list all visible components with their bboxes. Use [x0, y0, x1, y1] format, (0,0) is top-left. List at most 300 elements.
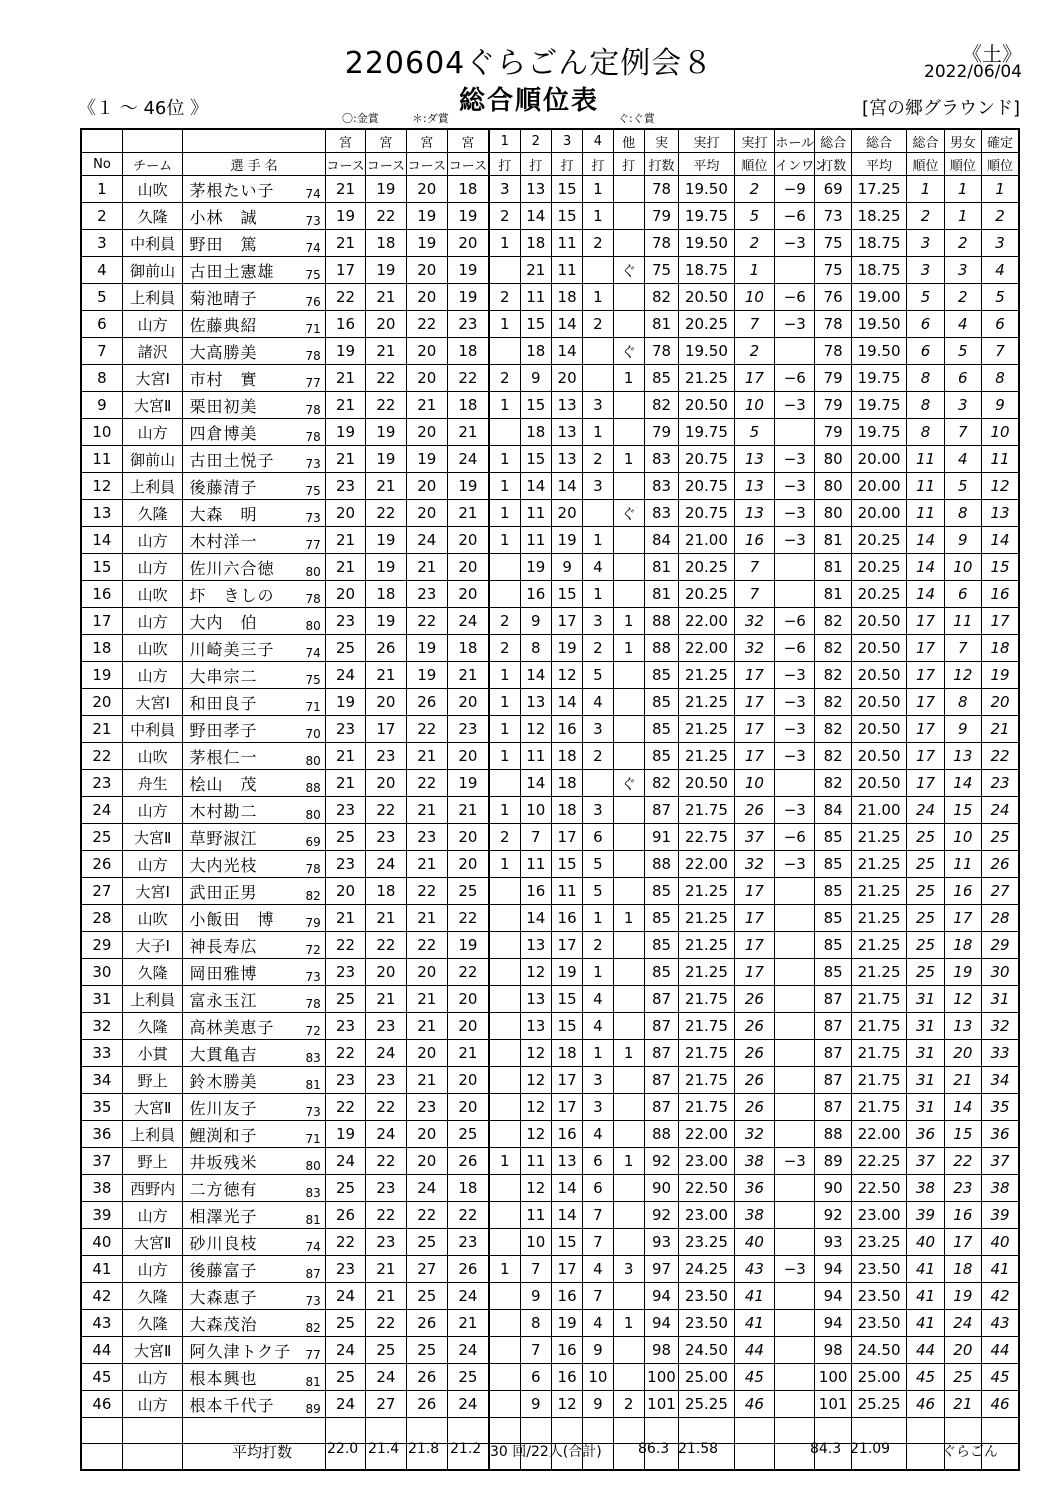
- cell-team: 久隆: [122, 500, 183, 527]
- cell-hole-in-one: [775, 1013, 815, 1040]
- header-bottom-team: チーム: [122, 153, 183, 176]
- table-row: [81, 743, 1019, 770]
- cell-other-stroke: [613, 1202, 644, 1229]
- cell-two-stroke: 13: [520, 986, 551, 1013]
- cell-overall-avg: 20.25: [851, 581, 907, 608]
- cell-overall-avg: 20.00: [851, 473, 907, 500]
- cell-actual-rank: 7: [734, 311, 774, 338]
- cell-three-stroke: 11: [551, 878, 582, 905]
- cell-overall-total: 94: [815, 1310, 851, 1337]
- cell-one-stroke: [489, 1121, 520, 1148]
- cell-actual-total: 87: [644, 986, 678, 1013]
- cell-overall-rank: 40: [907, 1229, 944, 1256]
- header-bottom-overall-total: 打数: [815, 153, 851, 176]
- cell-hole-in-one: [775, 1202, 815, 1229]
- cell-actual-total: 88: [644, 608, 678, 635]
- cell-actual-avg: 24.50: [679, 1337, 735, 1364]
- cell-final-rank: 23: [982, 770, 1020, 797]
- table-row: [81, 1310, 1019, 1337]
- cell-course2: 22: [366, 1202, 406, 1229]
- cell-final-rank: 27: [982, 878, 1020, 905]
- cell-team: 山方: [122, 608, 183, 635]
- cell-other-stroke: [613, 203, 644, 230]
- table-row: [81, 1175, 1019, 1202]
- player-age: 73: [305, 214, 321, 228]
- cell-overall-total: 82: [815, 716, 851, 743]
- cell-overall-total: 78: [815, 311, 851, 338]
- cell-overall-rank: 1: [907, 176, 944, 203]
- cell-team: 上利員: [122, 473, 183, 500]
- cell-hole-in-one: −6: [775, 284, 815, 311]
- cell-three-stroke: 14: [551, 1202, 582, 1229]
- player-name: 大高勝美: [189, 342, 258, 362]
- cell-course4: 19: [447, 284, 488, 311]
- cell-overall-rank: 8: [907, 365, 944, 392]
- cell-overall-total: 69: [815, 176, 851, 203]
- cell-one-stroke: [489, 905, 520, 932]
- cell-hole-in-one: −3: [775, 743, 815, 770]
- cell-player: [183, 1310, 325, 1337]
- cell-actual-avg: 20.75: [679, 500, 735, 527]
- cell-course4: 20: [447, 986, 488, 1013]
- footer-avg: 21.58: [678, 1441, 719, 1457]
- cell-no: 32: [81, 1013, 122, 1040]
- cell-overall-total: 75: [815, 257, 851, 284]
- cell-course1: 19: [325, 689, 365, 716]
- cell-overall-avg: 20.50: [851, 608, 907, 635]
- cell-course3: 21: [406, 1013, 447, 1040]
- cell-actual-total: 85: [644, 905, 678, 932]
- cell-course3: 21: [406, 392, 447, 419]
- cell-course3: 24: [406, 1175, 447, 1202]
- cell-other-stroke: [613, 932, 644, 959]
- cell-actual-avg: 19.75: [679, 419, 735, 446]
- cell-actual-total: 78: [644, 176, 678, 203]
- cell-four-stroke: 4: [583, 986, 613, 1013]
- cell-three-stroke: 13: [551, 419, 582, 446]
- cell-no: 24: [81, 797, 122, 824]
- cell-overall-avg: 23.50: [851, 1283, 907, 1310]
- cell-hole-in-one: [775, 1391, 815, 1418]
- cell-three-stroke: 15: [551, 851, 582, 878]
- player-age: 81: [305, 1375, 321, 1389]
- cell-actual-rank: 32: [734, 635, 774, 662]
- cell-actual-avg: 21.25: [679, 932, 735, 959]
- cell-gender-rank: 12: [944, 662, 981, 689]
- cell-final-rank: 44: [982, 1337, 1020, 1364]
- player-name: 大内光枝: [189, 855, 258, 875]
- cell-three-stroke: 17: [551, 932, 582, 959]
- empty-cell: [551, 1418, 582, 1444]
- cell-course2: 22: [366, 797, 406, 824]
- footer-organizer: ぐらごん: [942, 1444, 998, 1460]
- cell-overall-avg: 21.75: [851, 1094, 907, 1121]
- table-row: [81, 797, 1019, 824]
- player-age: 72: [305, 943, 321, 957]
- cell-final-rank: 16: [982, 581, 1020, 608]
- header-top-course2: 宮: [366, 129, 406, 153]
- cell-course4: 20: [447, 230, 488, 257]
- cell-overall-avg: 19.50: [851, 338, 907, 365]
- cell-four-stroke: 1: [583, 419, 613, 446]
- cell-no: 26: [81, 851, 122, 878]
- cell-actual-avg: 25.25: [679, 1391, 735, 1418]
- cell-course2: 18: [366, 581, 406, 608]
- cell-four-stroke: 1: [583, 959, 613, 986]
- cell-other-stroke: [613, 662, 644, 689]
- header-bottom-no: No: [81, 153, 122, 176]
- cell-player: [183, 419, 325, 446]
- cell-final-rank: 21: [982, 716, 1020, 743]
- table-row: [81, 986, 1019, 1013]
- cell-one-stroke: 1: [489, 311, 520, 338]
- cell-team: 野上: [122, 1067, 183, 1094]
- header-bottom-gender-rank: 順位: [944, 153, 981, 176]
- cell-overall-avg: 20.50: [851, 662, 907, 689]
- cell-four-stroke: 3: [583, 1067, 613, 1094]
- cell-other-stroke: [613, 1094, 644, 1121]
- cell-one-stroke: [489, 1094, 520, 1121]
- cell-other-stroke: [613, 1121, 644, 1148]
- header-bottom-three-stroke: 打: [551, 153, 582, 176]
- cell-final-rank: 4: [982, 257, 1020, 284]
- cell-player: [183, 1148, 325, 1175]
- cell-player: [183, 662, 325, 689]
- cell-course3: 24: [406, 527, 447, 554]
- cell-course2: 21: [366, 1256, 406, 1283]
- player-name: 井坂残米: [189, 1152, 258, 1172]
- table-row: [81, 1013, 1019, 1040]
- cell-four-stroke: 2: [583, 635, 613, 662]
- cell-actual-rank: 17: [734, 662, 774, 689]
- cell-overall-avg: 23.50: [851, 1310, 907, 1337]
- cell-player: [183, 1067, 325, 1094]
- player-name: 木村勘二: [189, 801, 258, 821]
- cell-two-stroke: 7: [520, 1337, 551, 1364]
- cell-overall-avg: 20.50: [851, 635, 907, 662]
- cell-course4: 22: [447, 1202, 488, 1229]
- empty-cell: [815, 1418, 851, 1444]
- cell-overall-rank: 25: [907, 851, 944, 878]
- player-age: 87: [305, 1267, 321, 1281]
- cell-course2: 18: [366, 878, 406, 905]
- cell-actual-avg: 21.25: [679, 365, 735, 392]
- cell-other-stroke: 1: [613, 365, 644, 392]
- cell-other-stroke: [613, 824, 644, 851]
- player-age: 78: [305, 403, 321, 417]
- cell-actual-avg: 21.25: [679, 905, 735, 932]
- cell-two-stroke: 12: [520, 1094, 551, 1121]
- cell-overall-total: 87: [815, 986, 851, 1013]
- cell-overall-avg: 24.50: [851, 1337, 907, 1364]
- cell-hole-in-one: −6: [775, 635, 815, 662]
- empty-cell: [183, 1418, 325, 1444]
- cell-two-stroke: 15: [520, 446, 551, 473]
- cell-gender-rank: 13: [944, 743, 981, 770]
- player-age: 73: [305, 970, 321, 984]
- player-name: 古田土憲雄: [189, 261, 275, 281]
- cell-actual-total: 83: [644, 500, 678, 527]
- cell-player: [183, 1040, 325, 1067]
- cell-team: 大宮Ⅱ: [122, 1094, 183, 1121]
- cell-actual-rank: 7: [734, 581, 774, 608]
- cell-overall-avg: 19.00: [851, 284, 907, 311]
- cell-course3: 21: [406, 743, 447, 770]
- cell-overall-avg: 21.25: [851, 878, 907, 905]
- cell-two-stroke: 15: [520, 392, 551, 419]
- footer-course2-avg: 21.4: [368, 1441, 400, 1457]
- cell-gender-rank: 17: [944, 1229, 981, 1256]
- cell-course4: 22: [447, 959, 488, 986]
- cell-overall-total: 73: [815, 203, 851, 230]
- empty-cell: [734, 1418, 774, 1444]
- cell-actual-rank: 38: [734, 1202, 774, 1229]
- cell-three-stroke: 13: [551, 1148, 582, 1175]
- cell-hole-in-one: −3: [775, 1148, 815, 1175]
- cell-player: [183, 635, 325, 662]
- cell-one-stroke: 1: [489, 851, 520, 878]
- empty-cell: [447, 1418, 488, 1444]
- player-name: 木村洋一: [189, 531, 258, 551]
- cell-course2: 19: [366, 176, 406, 203]
- cell-actual-total: 88: [644, 635, 678, 662]
- player-name: 草野淑江: [189, 828, 258, 848]
- cell-one-stroke: [489, 257, 520, 284]
- header-bottom-course3: コース: [406, 153, 447, 176]
- cell-player: [183, 392, 325, 419]
- cell-overall-total: 85: [815, 905, 851, 932]
- cell-two-stroke: 13: [520, 176, 551, 203]
- player-age: 88: [305, 781, 321, 795]
- cell-one-stroke: 2: [489, 284, 520, 311]
- cell-course3: 22: [406, 878, 447, 905]
- cell-gender-rank: 7: [944, 419, 981, 446]
- cell-four-stroke: 1: [583, 284, 613, 311]
- cell-other-stroke: [613, 473, 644, 500]
- cell-actual-rank: 32: [734, 608, 774, 635]
- player-name: 川崎美三子: [189, 639, 275, 659]
- player-age: 80: [305, 619, 321, 633]
- cell-team: 山方: [122, 1256, 183, 1283]
- cell-actual-rank: 2: [734, 338, 774, 365]
- cell-actual-avg: 20.25: [679, 581, 735, 608]
- player-age: 74: [305, 1240, 321, 1254]
- cell-course4: 21: [447, 419, 488, 446]
- cell-gender-rank: 19: [944, 1283, 981, 1310]
- cell-course3: 21: [406, 797, 447, 824]
- cell-overall-rank: 17: [907, 608, 944, 635]
- cell-overall-rank: 17: [907, 743, 944, 770]
- cell-three-stroke: 14: [551, 1175, 582, 1202]
- cell-four-stroke: [583, 365, 613, 392]
- player-age: 78: [305, 430, 321, 444]
- cell-actual-rank: 2: [734, 176, 774, 203]
- cell-four-stroke: 1: [583, 527, 613, 554]
- table-row: [81, 554, 1019, 581]
- cell-overall-total: 92: [815, 1202, 851, 1229]
- cell-actual-rank: 45: [734, 1364, 774, 1391]
- cell-other-stroke: [613, 959, 644, 986]
- cell-hole-in-one: [775, 1067, 815, 1094]
- cell-other-stroke: 1: [613, 1040, 644, 1067]
- cell-overall-total: 78: [815, 338, 851, 365]
- player-age: 73: [305, 511, 321, 525]
- cell-three-stroke: 17: [551, 608, 582, 635]
- player-age: 73: [305, 1105, 321, 1119]
- cell-team: 山吹: [122, 581, 183, 608]
- cell-course4: 23: [447, 716, 488, 743]
- cell-hole-in-one: [775, 986, 815, 1013]
- cell-three-stroke: 11: [551, 230, 582, 257]
- cell-one-stroke: [489, 1310, 520, 1337]
- cell-hole-in-one: −6: [775, 365, 815, 392]
- cell-hole-in-one: [775, 1229, 815, 1256]
- player-age: 77: [305, 1348, 321, 1362]
- header-bottom-actual-rank: 順位: [734, 153, 774, 176]
- cell-course2: 21: [366, 662, 406, 689]
- cell-one-stroke: 1: [489, 662, 520, 689]
- cell-two-stroke: 7: [520, 824, 551, 851]
- cell-course4: 24: [447, 1337, 488, 1364]
- cell-three-stroke: 9: [551, 554, 582, 581]
- cell-one-stroke: [489, 1067, 520, 1094]
- player-age: 78: [305, 997, 321, 1011]
- cell-actual-total: 79: [644, 203, 678, 230]
- cell-course4: 22: [447, 365, 488, 392]
- cell-course2: 19: [366, 554, 406, 581]
- cell-three-stroke: 18: [551, 797, 582, 824]
- cell-team: 久隆: [122, 1283, 183, 1310]
- cell-three-stroke: 14: [551, 473, 582, 500]
- cell-other-stroke: [613, 230, 644, 257]
- cell-overall-avg: 20.50: [851, 689, 907, 716]
- cell-other-stroke: [613, 527, 644, 554]
- cell-one-stroke: 2: [489, 365, 520, 392]
- empty-cell: [613, 1418, 644, 1444]
- header-bottom-one-stroke: 打: [489, 153, 520, 176]
- cell-four-stroke: [583, 338, 613, 365]
- cell-no: 33: [81, 1040, 122, 1067]
- cell-actual-avg: 22.00: [679, 635, 735, 662]
- cell-overall-avg: 20.25: [851, 554, 907, 581]
- cell-actual-avg: 20.50: [679, 284, 735, 311]
- table-row: [81, 932, 1019, 959]
- cell-three-stroke: 20: [551, 500, 582, 527]
- cell-actual-avg: 21.25: [679, 716, 735, 743]
- cell-two-stroke: 21: [520, 257, 551, 284]
- cell-hole-in-one: [775, 338, 815, 365]
- cell-course1: 21: [325, 230, 365, 257]
- cell-course1: 24: [325, 662, 365, 689]
- cell-four-stroke: 10: [583, 1364, 613, 1391]
- cell-actual-avg: 19.50: [679, 230, 735, 257]
- cell-team: 山方: [122, 851, 183, 878]
- empty-cell: [944, 1418, 981, 1444]
- player-age: 83: [305, 1051, 321, 1065]
- cell-overall-rank: 25: [907, 959, 944, 986]
- cell-course1: 19: [325, 1121, 365, 1148]
- player-age: 80: [305, 565, 321, 579]
- cell-team: 中利員: [122, 230, 183, 257]
- cell-other-stroke: [613, 581, 644, 608]
- cell-actual-rank: 26: [734, 986, 774, 1013]
- cell-course4: 21: [447, 1040, 488, 1067]
- cell-actual-avg: 23.50: [679, 1310, 735, 1337]
- footer-averages: [0, 1441, 1058, 1461]
- legend-gold-prize: 〇:金賞: [342, 112, 379, 125]
- cell-hole-in-one: −9: [775, 176, 815, 203]
- cell-hole-in-one: [775, 1283, 815, 1310]
- cell-gender-rank: 3: [944, 392, 981, 419]
- table-row: [81, 338, 1019, 365]
- cell-four-stroke: 2: [583, 230, 613, 257]
- header-top-course4: 宮: [447, 129, 488, 153]
- cell-hole-in-one: −3: [775, 446, 815, 473]
- cell-player: [183, 230, 325, 257]
- cell-actual-avg: 21.25: [679, 959, 735, 986]
- cell-one-stroke: [489, 1202, 520, 1229]
- cell-gender-rank: 19: [944, 959, 981, 986]
- table-row: [81, 473, 1019, 500]
- cell-final-rank: 6: [982, 311, 1020, 338]
- cell-no: 23: [81, 770, 122, 797]
- cell-final-rank: 9: [982, 392, 1020, 419]
- cell-one-stroke: 2: [489, 824, 520, 851]
- cell-player: [183, 473, 325, 500]
- cell-four-stroke: 4: [583, 1310, 613, 1337]
- cell-course4: 20: [447, 527, 488, 554]
- cell-final-rank: 19: [982, 662, 1020, 689]
- cell-three-stroke: 14: [551, 311, 582, 338]
- cell-other-stroke: 1: [613, 1148, 644, 1175]
- cell-player: [183, 257, 325, 284]
- header-top-two-stroke: 2: [520, 129, 551, 153]
- cell-final-rank: 39: [982, 1202, 1020, 1229]
- cell-actual-rank: 10: [734, 770, 774, 797]
- player-name: 佐藤典紹: [189, 315, 258, 335]
- cell-actual-total: 85: [644, 878, 678, 905]
- cell-actual-avg: 21.25: [679, 743, 735, 770]
- cell-actual-rank: 17: [734, 365, 774, 392]
- cell-one-stroke: 1: [489, 797, 520, 824]
- cell-player: [183, 743, 325, 770]
- cell-actual-rank: 10: [734, 392, 774, 419]
- cell-course2: 22: [366, 203, 406, 230]
- player-name: 小林 誠: [189, 207, 258, 227]
- cell-overall-total: 80: [815, 473, 851, 500]
- cell-final-rank: 40: [982, 1229, 1020, 1256]
- cell-overall-rank: 25: [907, 824, 944, 851]
- cell-course3: 20: [406, 338, 447, 365]
- cell-actual-total: 79: [644, 419, 678, 446]
- header-top-actual-rank: 実打: [734, 129, 774, 153]
- cell-course3: 25: [406, 1337, 447, 1364]
- cell-one-stroke: 1: [489, 716, 520, 743]
- empty-cell: [325, 1418, 365, 1444]
- player-age: 76: [305, 295, 321, 309]
- cell-course3: 20: [406, 1040, 447, 1067]
- cell-course3: 22: [406, 608, 447, 635]
- cell-course1: 21: [325, 527, 365, 554]
- cell-actual-rank: 16: [734, 527, 774, 554]
- cell-overall-rank: 3: [907, 230, 944, 257]
- cell-course1: 25: [325, 1175, 365, 1202]
- cell-no: 8: [81, 365, 122, 392]
- cell-team: 上利員: [122, 1121, 183, 1148]
- cell-gender-rank: 20: [944, 1337, 981, 1364]
- player-age: 78: [305, 592, 321, 606]
- cell-final-rank: 26: [982, 851, 1020, 878]
